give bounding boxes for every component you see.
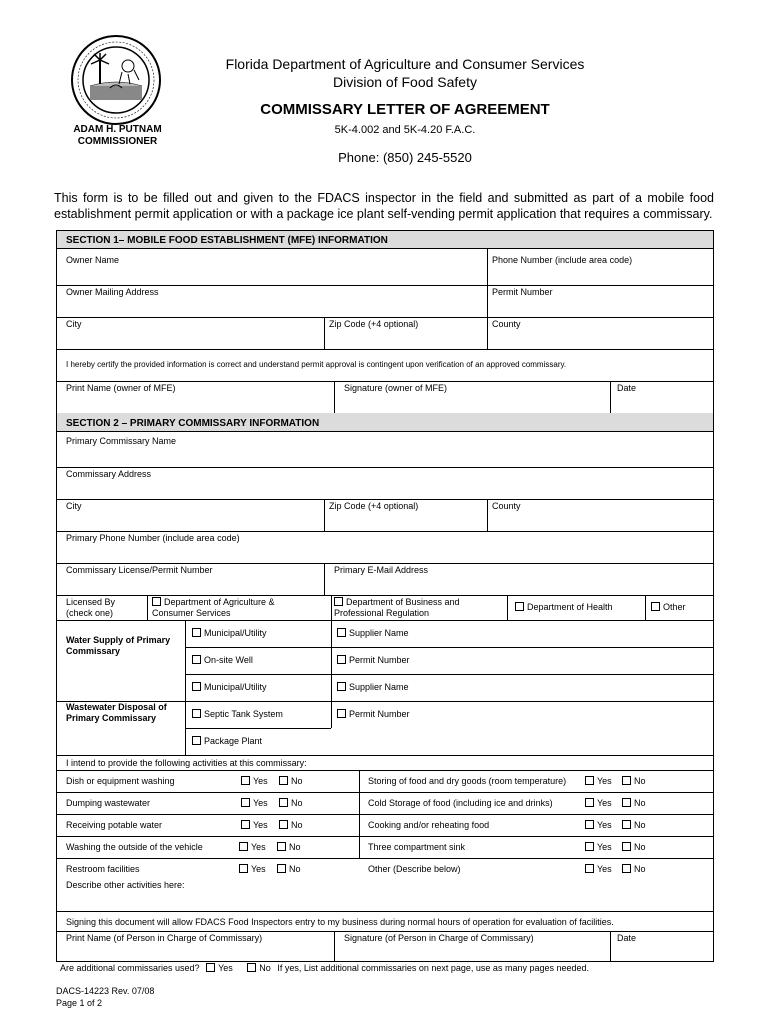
no-option[interactable]: No [279,798,303,809]
checkbox[interactable] [622,842,631,851]
florida-seal-icon [70,34,162,126]
no-option[interactable]: No [622,864,646,875]
commissary-signature-label: Signature (of Person in Charge of Commissary) [344,933,534,943]
permit-number-label: Permit Number [492,287,553,297]
zip-label: Zip Code (+4 optional) [329,319,419,329]
checkbox[interactable] [192,682,201,691]
activity-label: Storing of food and dry goods (room temperature) [368,776,567,786]
commissary-print-name-label: Print Name (of Person in Charge of Commissary) [66,933,263,943]
check-one-label: (check one) [66,608,114,618]
commissioner-title: COMMISSIONER [77,136,158,147]
signature-label: Signature (owner of MFE) [344,383,448,393]
intend-activities-label: I intend to provide the following activities at this commissary: [66,758,307,768]
owner-name-label: Owner Name [66,255,120,265]
yes-option[interactable]: Yes [585,798,612,809]
agency-health-option[interactable]: Department of Health [515,602,613,613]
additional-commissaries-row: Are additional commissaries used? Yes No If yes, List additional commissaries on next page, use as many pages needed. [60,963,590,973]
agency-name: Florida Department of Agriculture and Consumer Services [225,56,585,72]
yes-option[interactable]: Yes [239,842,266,853]
checkbox[interactable] [622,776,631,785]
yes-option[interactable]: Yes [585,864,612,875]
yes-option[interactable]: Yes [239,864,266,875]
describe-other-label: Describe other activities here: [66,880,185,890]
activity-label: Cooking and/or reheating food [368,820,490,830]
commissioner-name: ADAM H. PUTNAM [73,124,162,135]
no-option[interactable]: No [277,842,301,853]
waste-septic-option[interactable]: Septic Tank System [192,709,283,720]
signing-statement: Signing this document will allow FDACS Food Inspectors entry to my business during normal hours of operation for evaluation of facilities. [66,917,614,927]
waste-municipal-option[interactable]: Municipal/Utility [192,682,267,693]
water-supply-label: Water Supply of Primary [66,635,171,645]
wastewater-label: Wastewater Disposal of [66,702,167,712]
water-supplier-name-option[interactable]: Supplier Name [337,628,409,639]
checkbox[interactable] [279,798,288,807]
no-option[interactable]: No [279,820,303,831]
agency-bpr-line2: Professional Regulation [334,608,430,618]
commissary-city-label: City [66,501,82,511]
no-option[interactable]: No [622,842,646,853]
commissary-phone-label: Primary Phone Number (include area code) [66,533,240,543]
form-title: COMMISSARY LETTER OF AGREEMENT [260,101,550,118]
city-label: City [66,319,82,329]
checkbox[interactable] [337,655,346,664]
phone-number-label: Phone Number (include area code) [492,255,633,265]
primary-name-label: Primary Commissary Name [66,436,177,446]
activity-label: Three compartment sink [368,842,466,852]
agency-agriculture-line2: Consumer Services [152,608,231,618]
no-option[interactable]: No [622,776,646,787]
checkbox[interactable] [515,602,524,611]
yes-option[interactable]: Yes [241,820,268,831]
activity-label: Restroom facilities [66,864,140,874]
checkbox[interactable] [277,842,286,851]
checkbox[interactable] [585,820,594,829]
checkbox[interactable] [152,597,161,606]
section1-header: SECTION 1– MOBILE FOOD ESTABLISHMENT (MFE) INFORMATION [57,231,713,249]
yes-option[interactable]: Yes [585,776,612,787]
checkbox[interactable] [241,776,250,785]
checkbox[interactable] [334,597,343,606]
checkbox[interactable] [279,820,288,829]
phone-number: Phone: (850) 245-5520 [338,150,472,165]
date-label: Date [617,383,637,393]
certify-statement: I hereby certify the provided information is correct and understand permit approval is contingent upon verification of an approved commissary. [66,360,567,369]
commissary-zip-label: Zip Code (+4 optional) [329,501,419,511]
yes-option[interactable]: Yes [241,776,268,787]
yes-option[interactable]: Yes [585,842,612,853]
mailing-address-label: Owner Mailing Address [66,287,159,297]
waste-supplier-name-option[interactable]: Supplier Name [337,682,409,693]
checkbox[interactable] [622,798,631,807]
section2-header: SECTION 2 – PRIMARY COMMISSARY INFORMATION [57,413,713,432]
wastewater-label-2: Primary Commissary [66,713,157,723]
commissary-address-label: Commissary Address [66,469,152,479]
intro-text: This form is to be filled out and given to the FDACS inspector in the field and submitted as part of a mobile food establishment permit application or with a package ice plant self-vending permit application that requires a commissary. [54,191,714,221]
water-permit-number-option[interactable]: Permit Number [337,655,410,666]
no-option[interactable]: No [277,864,301,875]
checkbox[interactable] [585,798,594,807]
county-label: County [492,319,521,329]
checkbox[interactable] [192,628,201,637]
commissary-date-label: Date [617,933,637,943]
rule-citation: 5K-4.002 and 5K-4.20 F.A.C. [334,124,476,136]
checkbox[interactable] [277,864,286,873]
water-municipal-option[interactable]: Municipal/Utility [192,628,267,639]
additional-yes-checkbox[interactable] [206,963,215,972]
checkbox[interactable] [337,682,346,691]
activity-label: Dish or equipment washing [66,776,175,786]
checkbox[interactable] [622,820,631,829]
yes-option[interactable]: Yes [585,820,612,831]
no-option[interactable]: No [279,776,303,787]
activity-label: Receiving potable water [66,820,163,830]
activity-label: Dumping wastewater [66,798,151,808]
water-onsite-well-option[interactable]: On-site Well [192,655,253,666]
yes-option[interactable]: Yes [241,798,268,809]
checkbox[interactable] [585,864,594,873]
form-number: DACS-14223 Rev. 07/08 [56,986,155,996]
commissary-county-label: County [492,501,521,511]
checkbox[interactable] [622,864,631,873]
checkbox[interactable] [192,709,201,718]
license-number-label: Commissary License/Permit Number [66,565,213,575]
checkbox[interactable] [651,602,660,611]
checkbox[interactable] [337,709,346,718]
form-table [56,230,714,962]
no-option[interactable]: No [622,820,646,831]
checkbox[interactable] [192,655,201,664]
agency-agriculture-option[interactable]: Department of Agriculture & [152,597,275,608]
print-name-label: Print Name (owner of MFE) [66,383,176,393]
licensed-by-label: Licensed By [66,597,116,607]
email-label: Primary E-Mail Address [334,565,429,575]
checkbox[interactable] [239,842,248,851]
checkbox[interactable] [585,842,594,851]
agency-other-option[interactable]: Other [651,602,686,613]
waste-package-plant-option[interactable]: Package Plant [192,736,262,747]
division-name: Division of Food Safety [333,74,477,90]
checkbox[interactable] [241,798,250,807]
checkbox[interactable] [239,864,248,873]
checkbox[interactable] [279,776,288,785]
activity-label: Cold Storage of food (including ice and drinks) [368,798,553,808]
page-number: Page 1 of 2 [56,998,103,1008]
agency-bpr-option[interactable]: Department of Business and [334,597,460,608]
activity-label: Washing the outside of the vehicle [66,842,203,852]
checkbox[interactable] [337,628,346,637]
checkbox[interactable] [192,736,201,745]
additional-no-checkbox[interactable] [247,963,256,972]
waste-permit-number-option[interactable]: Permit Number [337,709,410,720]
activity-label: Other (Describe below) [368,864,461,874]
checkbox[interactable] [241,820,250,829]
no-option[interactable]: No [622,798,646,809]
water-supply-label-2: Commissary [66,646,121,656]
checkbox[interactable] [585,776,594,785]
